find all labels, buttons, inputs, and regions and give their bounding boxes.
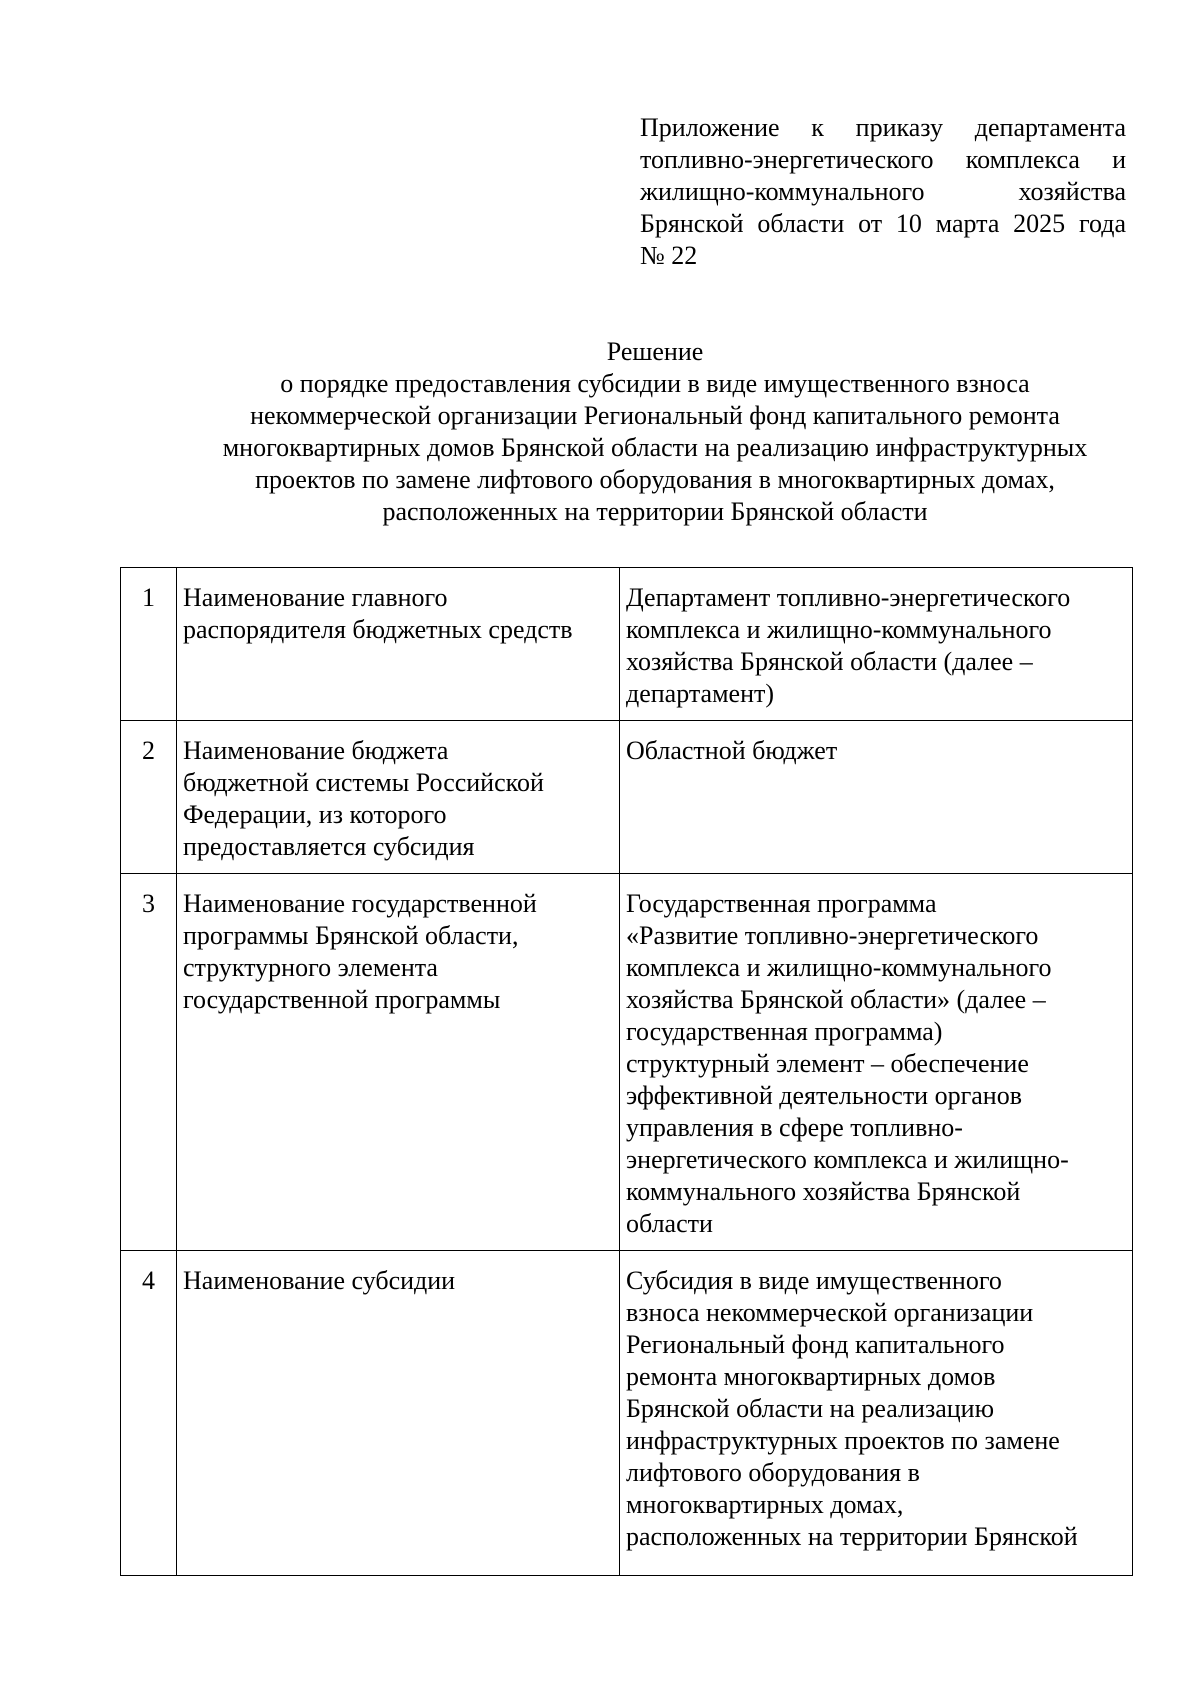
title-line: проектов по замене лифтового оборудования в многоквартирных домах, bbox=[255, 465, 1055, 494]
appendix-order-number: № 22 bbox=[640, 241, 698, 270]
cell-text: предоставляется субсидия bbox=[183, 832, 475, 861]
row-value-cell bbox=[620, 721, 1133, 874]
cell-text: «Развитие топливно-энергетического bbox=[626, 921, 1039, 950]
cell-text: области bbox=[626, 1209, 713, 1238]
cell-text: Брянской области на реализацию bbox=[626, 1394, 995, 1423]
cell-text: Государственная программа bbox=[626, 889, 937, 918]
row-value-cell bbox=[620, 568, 1133, 721]
row-number: 2 bbox=[121, 721, 177, 874]
cell-text: Департамент топливно-энергетического bbox=[626, 583, 1071, 612]
cell-text: энергетического комплекса и жилищно- bbox=[626, 1145, 1069, 1174]
table-row bbox=[121, 1251, 1133, 1576]
cell-text: распорядителя бюджетных средств bbox=[183, 615, 573, 644]
cell-text: хозяйства Брянской области» (далее – bbox=[626, 985, 1046, 1014]
cell-text: комплекса и жилищно-коммунального bbox=[626, 615, 1052, 644]
cell-text: Наименование субсидии bbox=[183, 1266, 456, 1295]
cell-text: бюджетной системы Российской bbox=[183, 768, 544, 797]
cell-text: многоквартирных домах, bbox=[626, 1490, 904, 1519]
cell-text: Федерации, из которого bbox=[183, 800, 447, 829]
cell-text: департамент) bbox=[626, 679, 775, 708]
cell-text: Наименование главного bbox=[183, 583, 448, 612]
cell-text: Наименование бюджета bbox=[183, 736, 449, 765]
title-heading: Решение bbox=[606, 337, 704, 366]
row-number: 3 bbox=[121, 874, 177, 1251]
appendix-line: топливно-энергетического комплекса и bbox=[640, 145, 1126, 174]
cell-text: Наименование государственной bbox=[183, 889, 537, 918]
cell-text: ремонта многоквартирных домов bbox=[626, 1362, 996, 1391]
row-value-cell bbox=[620, 874, 1133, 1251]
row-value-cell bbox=[620, 1251, 1133, 1576]
title-line: о порядке предоставления субсидии в виде имущественного взноса bbox=[280, 369, 1030, 398]
cell-text: управления в сфере топливно- bbox=[626, 1113, 963, 1142]
cell-text: комплекса и жилищно-коммунального bbox=[626, 953, 1052, 982]
cell-text: хозяйства Брянской области (далее – bbox=[626, 647, 1033, 676]
appendix-line: жилищно-коммунального хозяйства bbox=[640, 177, 1126, 206]
cell-text: инфраструктурных проектов по замене bbox=[626, 1426, 1060, 1455]
cell-text: эффективной деятельности органов bbox=[626, 1081, 1022, 1110]
cell-text: государственной программы bbox=[183, 985, 501, 1014]
row-number: 1 bbox=[121, 568, 177, 721]
row-name-cell bbox=[177, 721, 620, 874]
row-name-cell bbox=[177, 568, 620, 721]
table-row bbox=[121, 568, 1133, 721]
title-line: многоквартирных домов Брянской области на реализацию инфраструктурных bbox=[222, 433, 1088, 462]
cell-text: коммунального хозяйства Брянской bbox=[626, 1177, 1021, 1206]
document-title bbox=[150, 336, 1160, 528]
title-line: расположенных на территории Брянской области bbox=[382, 497, 928, 526]
decision-table bbox=[120, 567, 1133, 1576]
cell-text: лифтового оборудования в bbox=[626, 1458, 920, 1487]
appendix-line: Приложение к приказу департамента bbox=[640, 113, 1126, 142]
cell-text: государственная программа) bbox=[626, 1017, 943, 1046]
appendix-header bbox=[640, 112, 1126, 272]
table-row bbox=[121, 874, 1133, 1251]
cell-text: взноса некоммерческой организации bbox=[626, 1298, 1034, 1327]
cell-text: Субсидия в виде имущественного bbox=[626, 1266, 1002, 1295]
table-row bbox=[121, 721, 1133, 874]
cell-text: Областной бюджет bbox=[626, 736, 838, 765]
cell-text: структурного элемента bbox=[183, 953, 438, 982]
cell-text: Региональный фонд капитального bbox=[626, 1330, 1005, 1359]
row-number: 4 bbox=[121, 1251, 177, 1576]
cell-text: программы Брянской области, bbox=[183, 921, 519, 950]
cell-text: структурный элемент – обеспечение bbox=[626, 1049, 1029, 1078]
cell-text: расположенных на территории Брянской bbox=[626, 1522, 1078, 1551]
row-name-cell bbox=[177, 1251, 620, 1576]
appendix-line: Брянской области от 10 марта 2025 года bbox=[640, 209, 1126, 238]
title-line: некоммерческой организации Региональный фонд капитального ремонта bbox=[250, 401, 1060, 430]
row-name-cell bbox=[177, 874, 620, 1251]
